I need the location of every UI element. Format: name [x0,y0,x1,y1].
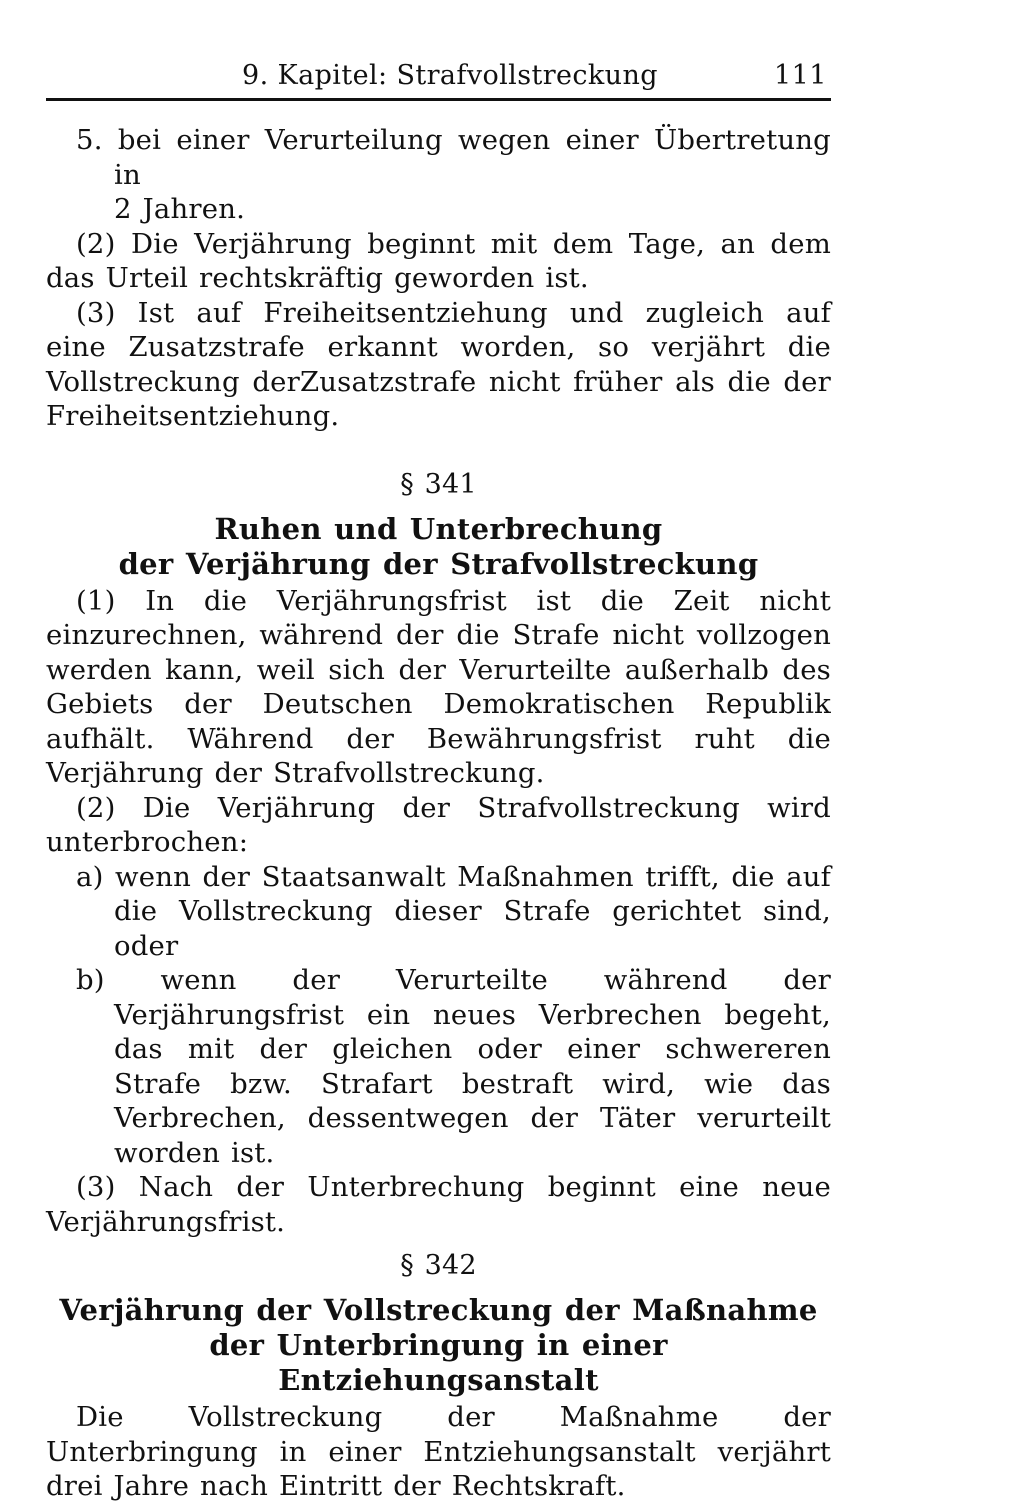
section-341-title-line1: Ruhen und Unterbrechung [214,511,663,546]
section-342-title-line2: der Unterbringung in einer Entziehungsanstalt [209,1328,668,1397]
page-body [46,123,831,1504]
list-item-5 [46,123,831,227]
section-341-title-line2: der Verjährung der Strafvollstreckung [118,546,759,581]
intro-continuation [46,123,831,434]
section-342-paragraph-1: Die Vollstreckung der Maßnahme der Unterbringung in einer Entziehungsanstalt verjährt drei Jahre nach Eintritt der Rechtskraft. [46,1401,831,1502]
section-342-number: § 342 [400,1250,477,1281]
section-341-item-b: b) wenn der Verurteilte während der Verjährungsfrist ein neues Verbrechen begeht, das mit der gleichen oder einer schwereren Strafe bzw. Strafart bestraft wird, wie das Verbrechen, dessentwegen der Täter verurteilt worden ist. [76,964,831,1169]
paragraph-3: (3) Ist auf Freiheitsentziehung und zugleich auf eine Zusatzstrafe erkannt worden, so verjährt die Vollstreckung derZusatzstrafe nicht früher als die der Freiheitsentziehung. [46,296,831,432]
list-item-5-line1: 5. bei einer Verurteilung wegen einer Übertretung in [76,124,831,191]
section-341-paragraph-2: (2) Die Verjährung der Strafvollstreckung wird unterbrochen: [46,791,831,858]
section-342 [46,1249,831,1504]
list-item-5-line2: 2 Jahren. [114,193,246,225]
page-number: 111 [773,60,827,91]
section-341-paragraph-3: (3) Nach der Unterbrechung beginnt eine neue Verjährungsfrist. [46,1171,831,1238]
running-header [46,58,831,101]
section-341-number: § 341 [400,468,477,500]
book-page [46,58,831,1504]
section-342-title-line1: Verjährung der Vollstreckung der Maßnahme [59,1293,818,1327]
section-341 [46,468,831,1240]
section-341-paragraph-1: (1) In die Verjährungsfrist ist die Zeit nicht einzurechnen, während der die Strafe nicht vollzogen werden kann, weil sich der Verurteilte außerhalb des Gebiets der Deutschen Demokratischen Republik aufhält. Während der Bewährungsfrist ruht die Verjährung der Strafvollstreckung. [46,584,831,789]
chapter-title: 9. Kapitel: Strafvollstreckung [242,60,658,91]
paragraph-2: (2) Die Verjährung beginnt mit dem Tage, an dem das Urteil rechtskräftig geworden ist. [46,227,831,294]
section-341-item-a: a) wenn der Staatsanwalt Maßnahmen trifft, die auf die Vollstreckung dieser Strafe gerichtet sind, oder [76,860,831,962]
